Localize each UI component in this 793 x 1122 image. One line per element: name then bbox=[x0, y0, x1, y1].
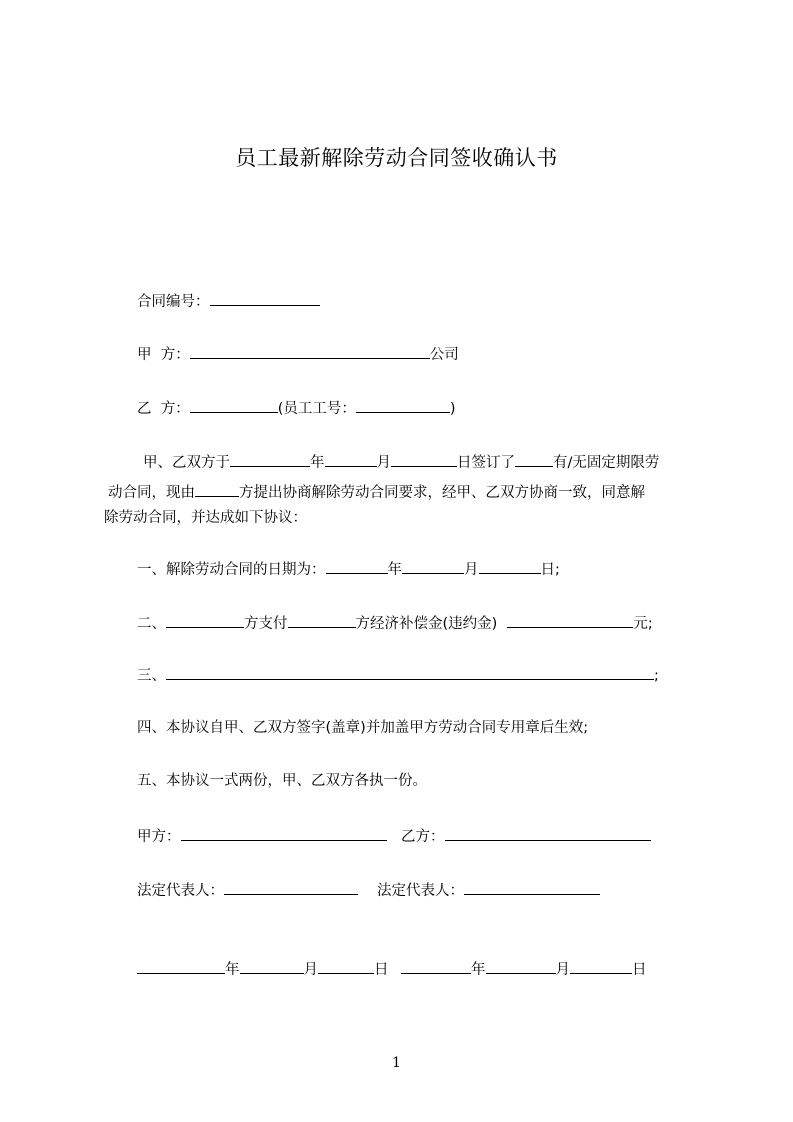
date-b-month-label: 月 bbox=[555, 962, 570, 978]
party-a-label: 甲 方： bbox=[137, 347, 190, 363]
proposing-party-blank bbox=[195, 481, 239, 497]
item-4-line: 四、本协议自甲、乙双方签字(盖章)并加盖甲方劳动合同专用章后生效; bbox=[137, 720, 589, 736]
legal-rep-b-blank bbox=[464, 879, 600, 895]
date-a-month-label: 月 bbox=[303, 962, 318, 978]
intro-line-2 bbox=[108, 481, 645, 503]
date-b-day-blank bbox=[570, 958, 632, 974]
item-2-yuan-label: 元; bbox=[633, 616, 653, 632]
party-a-signature-blank bbox=[181, 825, 387, 841]
termination-year-blank bbox=[326, 558, 388, 574]
contract-number-line bbox=[137, 290, 320, 312]
date-a-month-blank bbox=[240, 958, 304, 974]
date-b-day-label: 日 bbox=[632, 962, 647, 978]
item-5-line: 五、本协议一式两份，甲、乙双方各执一份。 bbox=[137, 773, 427, 789]
receiving-party-blank bbox=[288, 612, 356, 628]
legal-rep-b-label: 法定代表人： bbox=[377, 883, 464, 899]
party-b-label: 乙 方： bbox=[137, 401, 190, 417]
page-number: 1 bbox=[392, 1055, 401, 1071]
termination-month-blank bbox=[402, 558, 464, 574]
date-line-b bbox=[401, 958, 647, 980]
date-b-year-label: 年 bbox=[471, 962, 486, 978]
item-1-month-label: 月 bbox=[464, 562, 479, 578]
intro-month-label: 月 bbox=[376, 455, 391, 471]
employee-id-open: (员工工号： bbox=[277, 401, 356, 417]
date-a-day-blank bbox=[318, 958, 374, 974]
party-b-signature-line bbox=[401, 825, 651, 847]
sign-year-blank bbox=[230, 451, 310, 467]
employee-id-blank bbox=[356, 397, 450, 413]
party-a-blank bbox=[190, 343, 430, 359]
date-b-month-blank bbox=[486, 958, 556, 974]
party-a-signature-line bbox=[137, 825, 387, 847]
contract-number-blank bbox=[210, 290, 320, 306]
item-1-line bbox=[137, 558, 560, 580]
intro-text: 方提出协商解除劳动合同要求，经甲、乙双方协商一致，同意解 bbox=[239, 485, 645, 501]
intro-signed-label: 日签订了 bbox=[457, 455, 515, 471]
document-title: 员工最新解除劳动合同签收确认书 bbox=[235, 146, 558, 170]
date-b-year-blank bbox=[401, 958, 471, 974]
employee-id-close: ) bbox=[449, 401, 456, 417]
item-3-blank bbox=[166, 664, 654, 680]
item-3-line bbox=[137, 664, 659, 686]
date-a-year-label: 年 bbox=[225, 962, 240, 978]
item-2-number: 二、 bbox=[137, 616, 166, 632]
date-line-a bbox=[137, 958, 389, 980]
contract-type-blank bbox=[515, 451, 553, 467]
intro-line-3 bbox=[104, 508, 307, 528]
item-2-pay-label: 方支付 bbox=[244, 616, 288, 632]
paying-party-blank bbox=[166, 612, 244, 628]
item-1-day-label: 日; bbox=[540, 562, 560, 578]
legal-rep-b-line bbox=[377, 879, 600, 901]
item-1-text: 一、解除劳动合同的日期为： bbox=[137, 562, 326, 578]
item-3-end: ; bbox=[654, 668, 659, 684]
party-a-suffix: 公司 bbox=[429, 347, 459, 363]
party-b-signature-blank bbox=[445, 825, 651, 841]
item-1-year-label: 年 bbox=[387, 562, 402, 578]
legal-rep-a-label: 法定代表人： bbox=[137, 883, 224, 899]
intro-text: 甲、乙双方于 bbox=[143, 455, 230, 471]
date-a-year-blank bbox=[137, 958, 225, 974]
legal-rep-a-blank bbox=[224, 879, 358, 895]
sign-day-blank bbox=[391, 451, 457, 467]
compensation-amount-blank bbox=[507, 612, 633, 628]
contract-number-label: 合同编号： bbox=[137, 294, 210, 310]
termination-day-blank bbox=[479, 558, 541, 574]
intro-year-label: 年 bbox=[310, 455, 325, 471]
item-3-number: 三、 bbox=[137, 668, 166, 684]
legal-rep-a-line bbox=[137, 879, 358, 901]
party-b-signature-label: 乙方： bbox=[401, 829, 445, 845]
intro-text: 动合同，现由 bbox=[108, 485, 195, 501]
party-a-line bbox=[137, 343, 459, 365]
intro-line-1 bbox=[143, 451, 659, 473]
party-b-line bbox=[137, 397, 456, 419]
item-2-compensation-label: 方经济补偿金(违约金) bbox=[355, 616, 498, 632]
item-2-line bbox=[137, 612, 653, 634]
party-b-name-blank bbox=[190, 397, 278, 413]
date-a-day-label: 日 bbox=[374, 962, 389, 978]
sign-month-blank bbox=[325, 451, 377, 467]
party-a-signature-label: 甲方： bbox=[137, 829, 181, 845]
intro-contract-type-label: 有/无固定期限劳 bbox=[553, 455, 660, 471]
intro-text: 除劳动合同，并达成如下协议： bbox=[104, 510, 307, 526]
